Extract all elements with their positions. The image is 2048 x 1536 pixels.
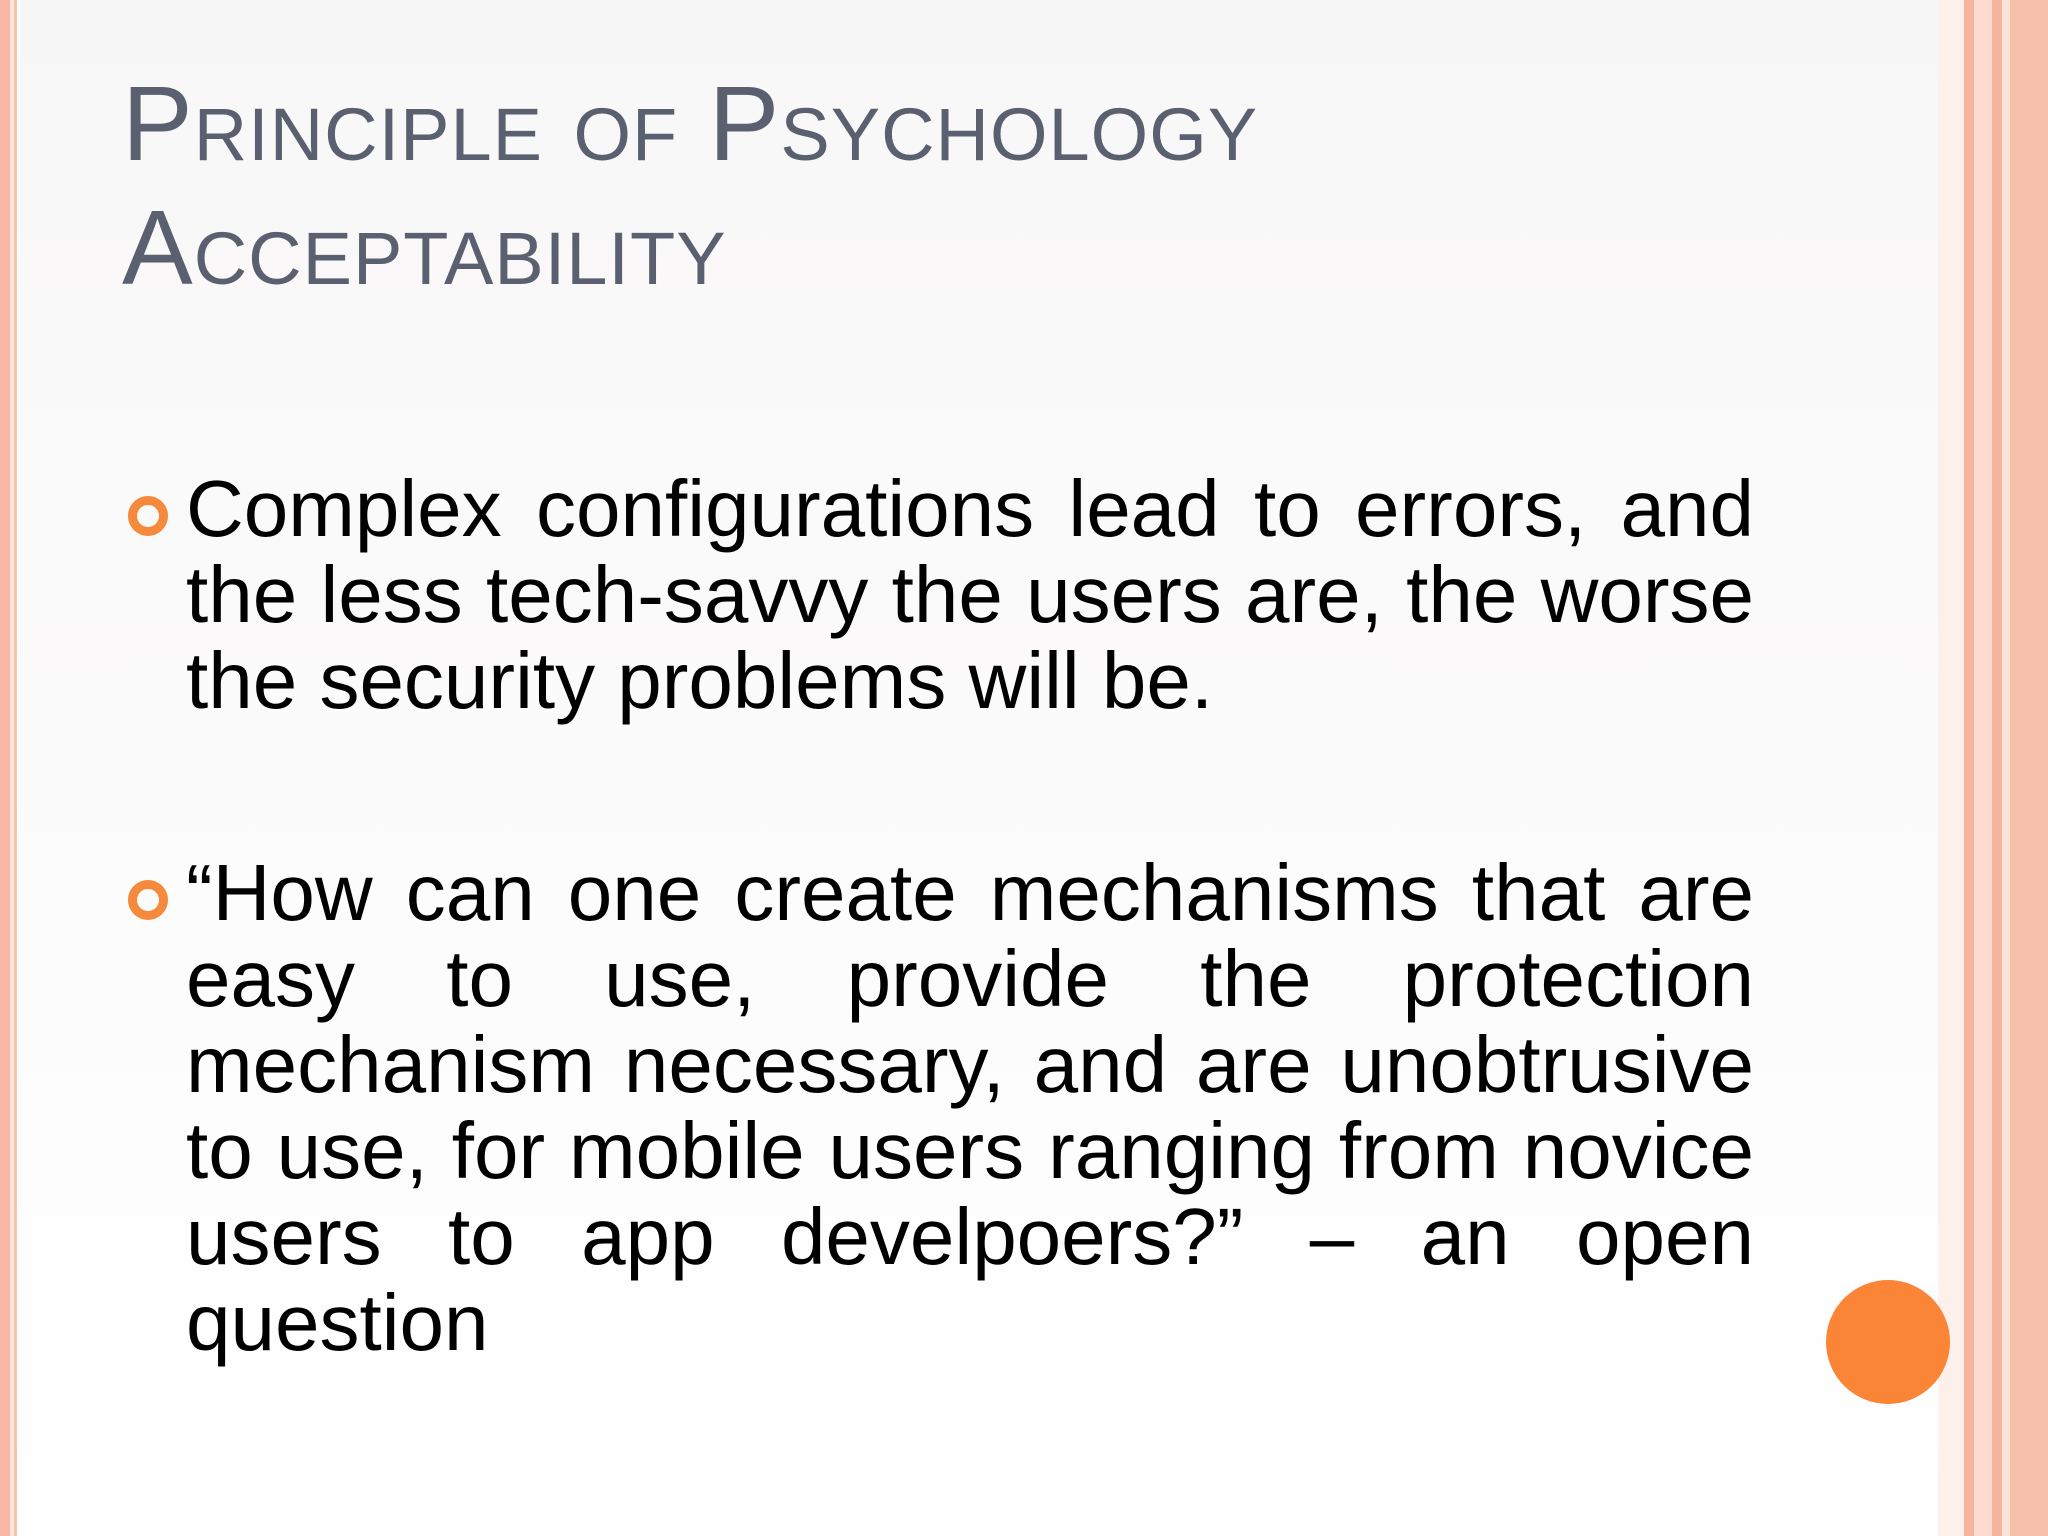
orange-circle-decoration [1826,1280,1950,1404]
left-border-inner-stripe [14,0,17,1536]
bullet-text: Complex configurations lead to errors, and the less tech-savvy the users are, the worse the security problems will be. [186,464,1754,725]
bullet-text: “How can one create mechanisms that are easy to use, provide the protection mechanism necessary, and are unobtrusive to use, for mobile users ranging from novice users to app develpoers?” – an open question [186,848,1754,1367]
slide-title-line-2: Acceptability [122,189,727,307]
left-border-stripe [0,0,10,1536]
right-border-panel [1938,0,1964,1536]
right-border-stripe-4 [2002,0,2010,1536]
ring-bullet-icon [128,880,168,920]
ring-bullet-icon [128,496,168,536]
right-border-stripe-2 [1974,0,1992,1536]
right-border-stripe-3 [1992,0,2002,1536]
bullet-item [126,850,1754,1366]
right-border-stripe-1 [1964,0,1974,1536]
right-border-stripe-5 [2010,0,2048,1536]
slide-title [122,62,1522,310]
slide-title-line-1: Principle of Psychology [122,65,1259,183]
bullet-list [126,466,1754,1366]
bullet-item [126,466,1754,724]
